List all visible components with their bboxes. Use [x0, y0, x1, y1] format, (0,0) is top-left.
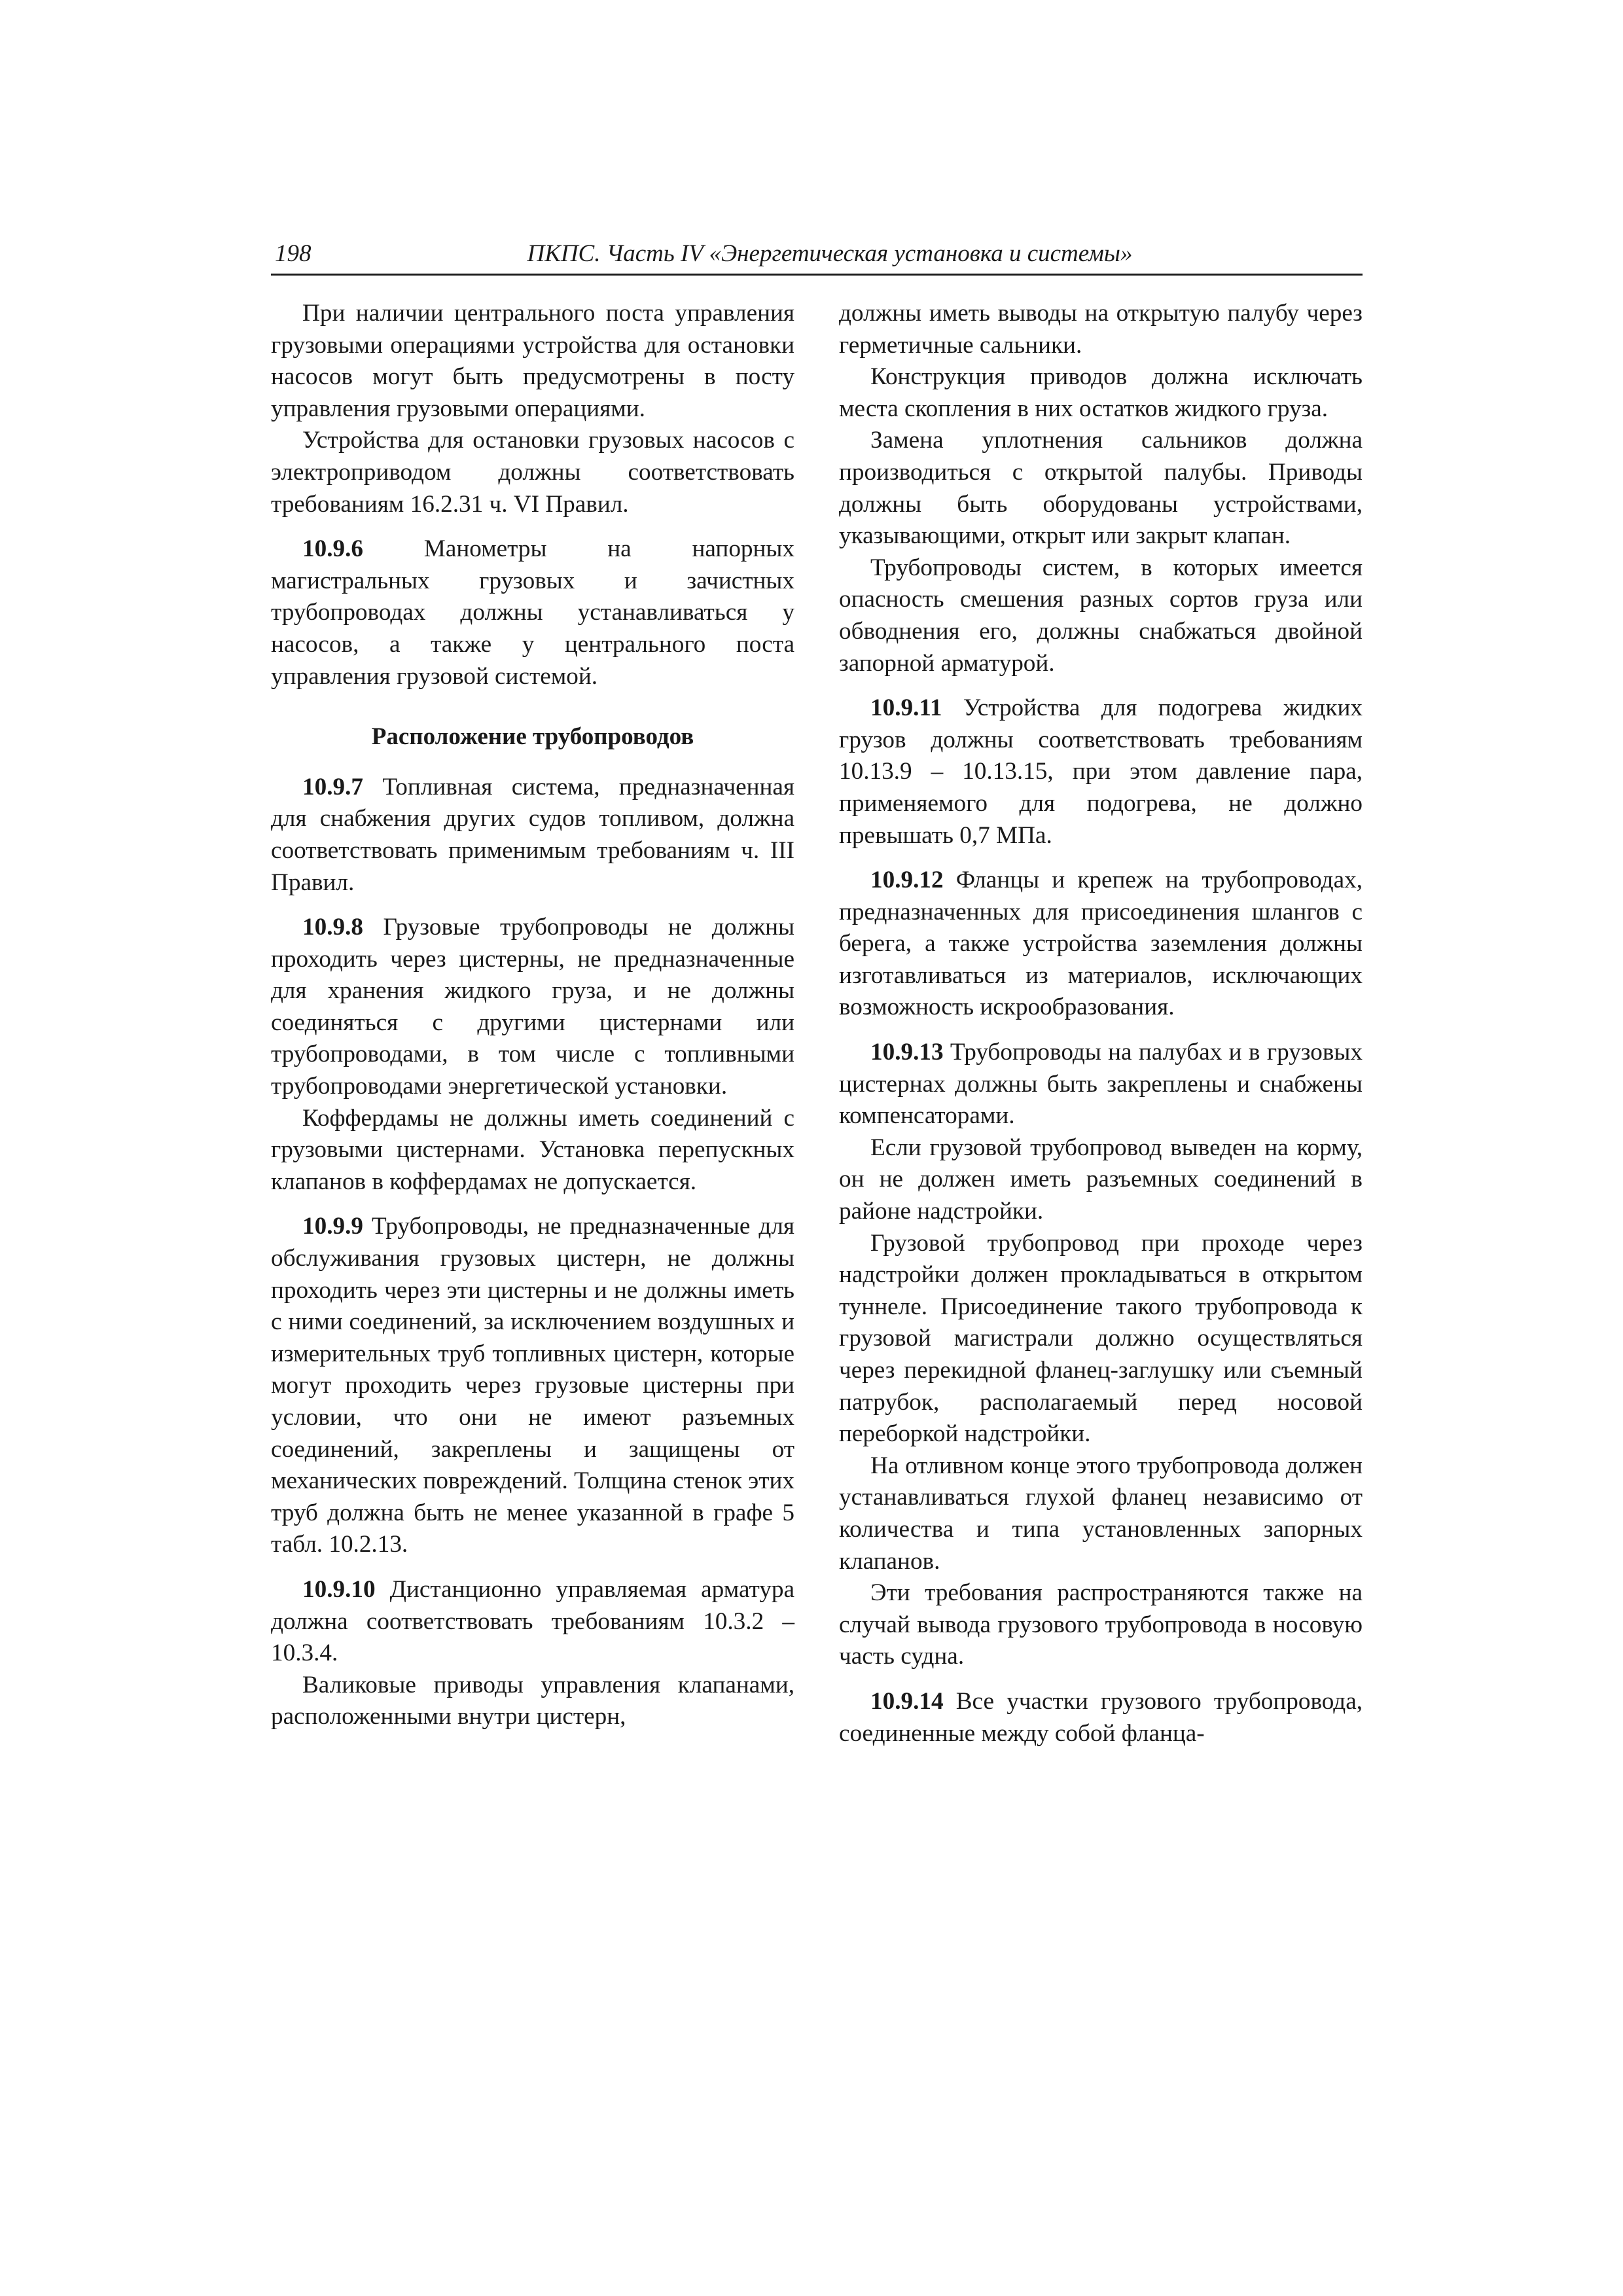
- clause-text: Топливная система, предназначенная для снабжения других судов топливом, должна соответствовать применимым требованиям ч. III Правил.: [271, 773, 794, 896]
- clause-text: Все участки грузового трубопровода, соединенные между собой фланца-: [839, 1687, 1363, 1747]
- paragraph: Эти требования распространяются также на случай вывода грузового трубопровода в носовую часть судна.: [839, 1579, 1363, 1670]
- clause-text: Фланцы и крепеж на трубопроводах, предназначенных для присоединения шлангов с берега, а также устройства заземления должны изготавливаться из материалов, исключающих возможность искрообразования.: [839, 867, 1363, 1021]
- clause-number: 10.9.8: [302, 914, 363, 941]
- clause-10-9-14: [839, 1686, 1363, 1749]
- clause-10-9-10: [271, 1574, 794, 1670]
- paragraph: Если грузовой трубопровод выведен на корму, он не должен иметь разъемных соединений в районе надстройки.: [839, 1134, 1363, 1225]
- clause-text: Трубопроводы на палубах и в грузовых цистернах должны быть закреплены и снабжены компенсаторами.: [839, 1039, 1363, 1130]
- clause-number: 10.9.12: [870, 867, 944, 894]
- running-title: ПКПС. Часть IV «Энергетическая установка и системы»: [527, 240, 1133, 267]
- clause-text: Манометры на напорных магистральных грузовых и зачистных трубопроводах должны устанавливаться у насосов, а также у центрального поста управления грузовой системой.: [271, 535, 794, 690]
- page-number: 198: [275, 240, 312, 267]
- paragraph: Устройства для остановки грузовых насосов с электроприводом должны соответствовать требованиям 16.2.31 ч. VI Правил.: [271, 427, 794, 518]
- paragraph: Конструкция приводов должна исключать места скопления в них остатков жидкого груза.: [839, 363, 1363, 422]
- clause-10-9-12: [839, 865, 1363, 1024]
- paragraph: Коффердамы не должны иметь соединений с грузовыми цистернами. Установка перепускных клапанов в коффердамах не допускается.: [271, 1104, 794, 1195]
- paragraph: Трубопроводы систем, в которых имеется опасность смешения разных сортов груза или обводнения его, должны снабжаться двойной запорной арматурой.: [839, 554, 1363, 677]
- clause-10-9-11: [839, 692, 1363, 852]
- page-header: [271, 234, 1363, 276]
- clause-10-9-9: [271, 1211, 794, 1561]
- clause-number: 10.9.7: [302, 773, 363, 800]
- paragraph: При наличии центрального поста управления грузовыми операциями устройства для остановки насосов могут быть предусмотрены в посту управления грузовыми операциями.: [271, 300, 794, 422]
- clause-text: Трубопроводы, не предназначенные для обслуживания грузовых цистерн, не должны проходить через эти цистерны и не должны иметь с ними соединений, за исключением воздушных и измерительных труб топливных цистерн, которые могут проходить через грузовые цистерны при условии, что они не имеют разъемных соединений, закреплены и защищены от механических повреждений. Толщина стенок этих труб должна быть не менее указанной в графе 5 табл. 10.2.13.: [271, 1213, 794, 1558]
- clause-number: 10.9.13: [870, 1039, 944, 1066]
- clause-text: Дистанционно управляемая арматура должна соответствовать требованиям 10.3.2 – 10.3.4.: [271, 1575, 794, 1667]
- paragraph: Грузовой трубопровод при проходе через надстройки должен прокладываться в открытом туннеле. Присоединение такого трубопровода к грузовой магистрали должно осуществляться через перекидной фланец-заглушку или съемный патрубок, располагаемый перед носовой переборкой надстройки.: [839, 1229, 1363, 1448]
- clause-number: 10.9.9: [302, 1213, 363, 1240]
- paragraph: Замена уплотнения сальников должна производиться с открытой палубы. Приводы должны быть оборудованы устройствами, указывающими, открыт или закрыт клапан.: [839, 427, 1363, 550]
- clause-text: Грузовые трубопроводы не должны проходить через цистерны, не предназначенные для хранения жидкого груза, и не должны соединяться с другими цистернами или трубопроводами, в том числе с топливными трубопроводами энергетической установки.: [271, 914, 794, 1100]
- clause-number: 10.9.6: [302, 535, 363, 563]
- left-column: [271, 298, 794, 1733]
- clause-number: 10.9.14: [870, 1687, 944, 1715]
- clause-10-9-6: [271, 533, 794, 692]
- paragraph: На отливном конце этого трубопровода должен устанавливаться глухой фланец независимо от количества и типа установленных запорных клапанов.: [839, 1452, 1363, 1575]
- clause-text: Устройства для подогрева жидких грузов должны соответствовать требованиям 10.13.9 – 10.13.15, при этом давление пара, применяемого для подогрева, не должно превышать 0,7 МПа.: [839, 694, 1363, 849]
- paragraph: Валиковые приводы управления клапанами, расположенными внутри цистерн,: [271, 1671, 794, 1731]
- clause-10-9-8: [271, 912, 794, 1103]
- clause-10-9-7: [271, 772, 794, 899]
- paragraph-continuation: должны иметь выводы на открытую палубу через герметичные сальники.: [839, 300, 1363, 359]
- section-heading: Расположение трубопроводов: [371, 723, 694, 751]
- right-column: [839, 298, 1363, 1749]
- clause-10-9-13: [839, 1037, 1363, 1132]
- clause-number: 10.9.11: [870, 694, 942, 722]
- clause-number: 10.9.10: [302, 1575, 376, 1603]
